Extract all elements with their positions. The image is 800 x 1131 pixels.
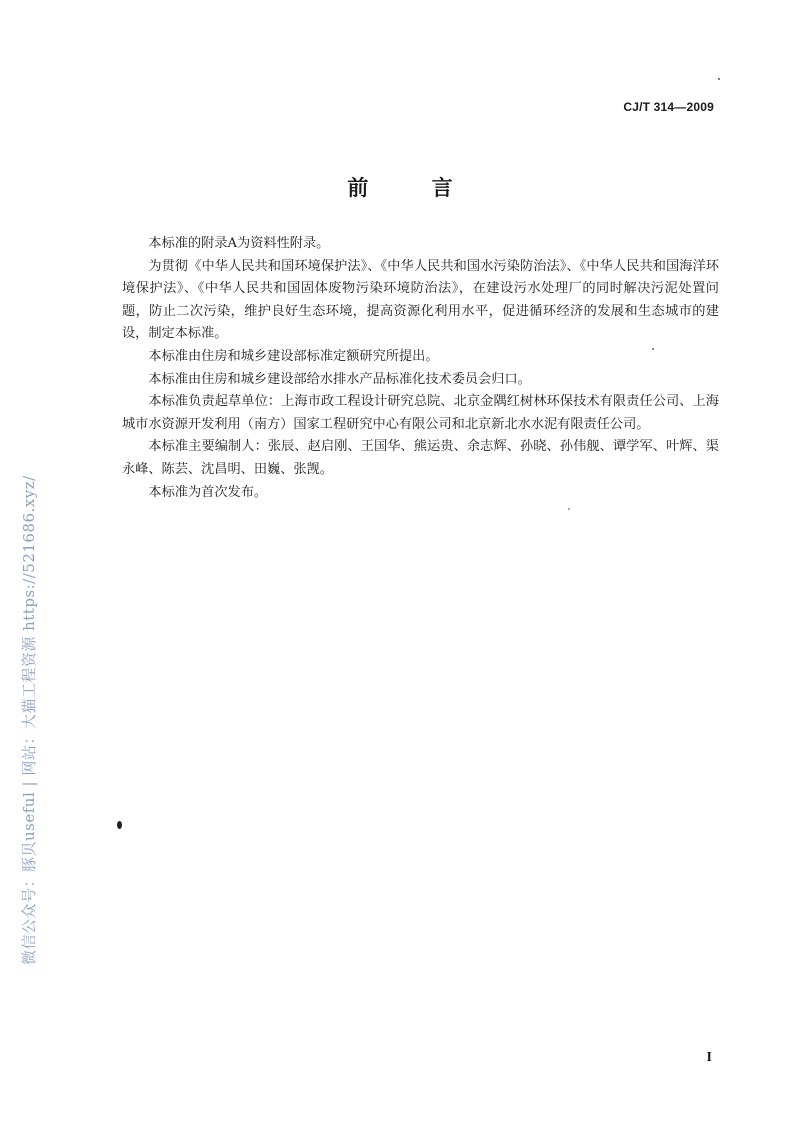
standard-code: CJ/T 314—2009 bbox=[623, 100, 714, 114]
scan-speck bbox=[718, 78, 720, 80]
watermark: 微信公众号：豚贝useful | 网站：大猫工程资源 https://521686.xyz/ bbox=[20, 475, 38, 965]
paragraph-appendix: 本标准的附录A为资料性附录。 bbox=[148, 236, 330, 251]
scan-speck bbox=[652, 348, 654, 350]
paragraph-first-release: 本标准为首次发布。 bbox=[148, 484, 268, 500]
paragraph-committee: 本标准由住房和城乡建设部给水排水产品标准化技术委员会归口。 bbox=[148, 371, 531, 387]
page-number: I bbox=[706, 1050, 712, 1065]
scan-speck bbox=[568, 508, 570, 510]
foreword-body bbox=[122, 233, 719, 504]
paragraph-proposer: 本标准由住房和城乡建设部标准定额研究所提出。 bbox=[148, 348, 439, 364]
page-title: 前 言 bbox=[347, 176, 481, 200]
paragraph-drafters: 本标准主要编制人：张辰、赵启刚、王国华、熊运贵、余志辉、孙晓、孙伟舰、谭学军、叶辉、渠永峰、陈芸、沈昌明、田巍、张觊。 bbox=[122, 439, 719, 477]
paragraph-drafting-units: 本标准负责起草单位：上海市政工程设计研究总院、北京金隅红树林环保技术有限责任公司、上海城市水资源开发利用（南方）国家工程研究中心有限公司和北京新北水水泥有限责任公司。 bbox=[122, 394, 719, 432]
paragraph-purpose: 为贯彻《中华人民共和国环境保护法》、《中华人民共和国水污染防治法》、《中华人民共和国海洋环境保护法》、《中华人民共和国固体废物污染环境防治法》，在建设污水处理厂的同时解决污泥处置问题，防止二次污染，维护良好生态环境，提高资源化利用水平，促进循环经济的发展和生态城市的建设，制定本标准。 bbox=[122, 258, 719, 342]
scan-speck bbox=[117, 821, 122, 829]
